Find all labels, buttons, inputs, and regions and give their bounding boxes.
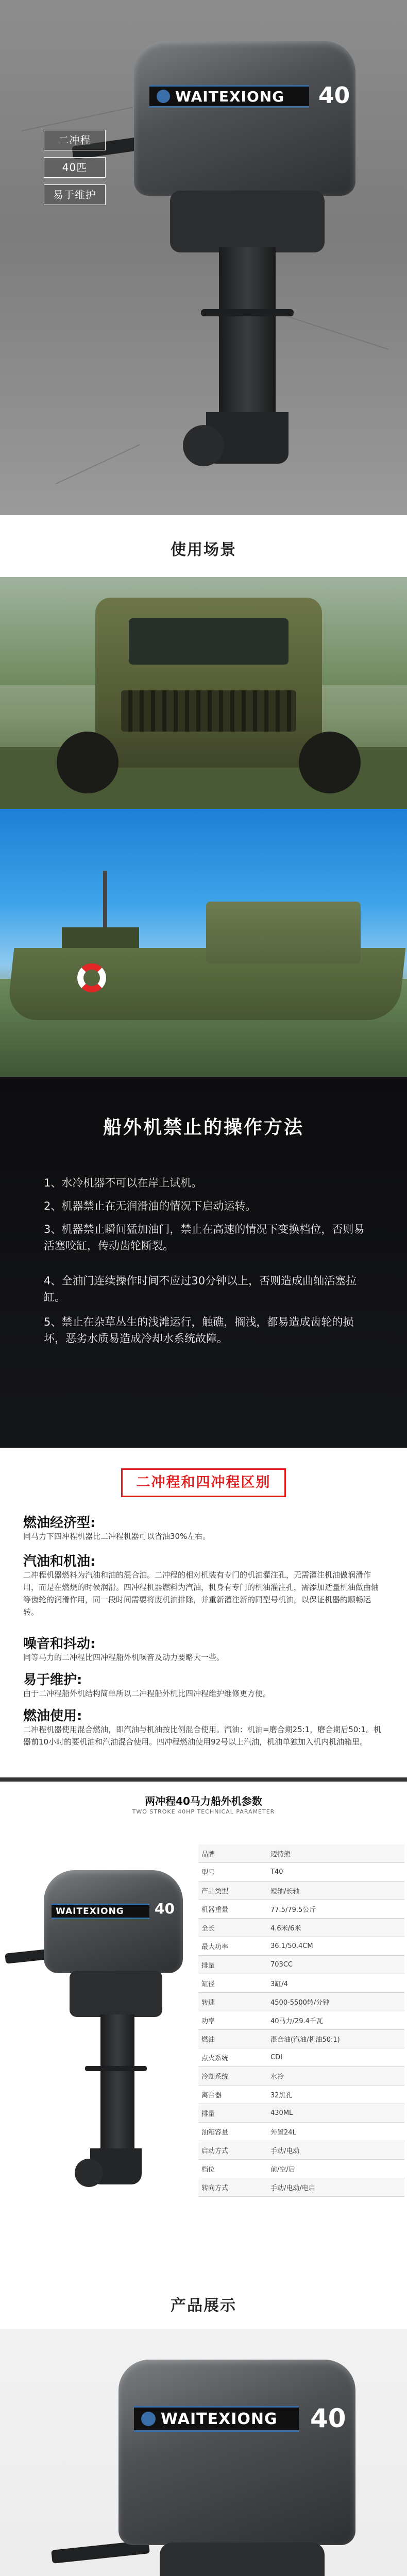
param-value: 77.5/79.5公斤 — [270, 1906, 316, 1914]
param-value: 短轴/长轴 — [270, 1888, 300, 1895]
propeller — [183, 425, 224, 466]
boat-gun — [62, 927, 139, 948]
param-key: 缸径 — [201, 1980, 215, 1988]
params-row — [198, 1974, 404, 1993]
engine-cowl — [134, 41, 355, 196]
params-row — [198, 1900, 404, 1919]
param-value: T40 — [270, 1868, 283, 1876]
compare-text: 同等马力的二冲程比四冲程船外机噪音及动力要略大一些。 — [23, 1653, 225, 1662]
warning-item: 5、禁止在杂草丛生的浅滩运行，触礁，搁浅，都易造成齿轮的损坏，恶劣水质易造成冷却水系统故障。 — [44, 1316, 354, 1345]
param-value: 手动/电动 — [270, 2147, 300, 2155]
compare-heading: 易于维护: — [23, 1672, 82, 1688]
params-row — [198, 2123, 404, 2141]
tag-label: 易于维护 — [53, 189, 96, 201]
params-row — [198, 1844, 404, 1863]
brand-emblem-icon — [157, 90, 170, 103]
param-value: 水冷 — [270, 2073, 284, 2081]
warning-item: 3、机器禁止瞬间猛加油门，禁止在高速的情况下变换档位，否则易活塞咬缸，传动齿轮断裂。 — [44, 1223, 365, 1252]
param-key: 转速 — [201, 1999, 215, 2007]
param-value: 迈特熊 — [270, 1851, 291, 1858]
anti-ventilation-plate — [85, 2066, 147, 2071]
engine-cowl — [118, 2360, 355, 2545]
param-value: 3缸/4 — [270, 1980, 288, 1988]
midsection — [70, 1971, 162, 2017]
param-key: 启动方式 — [201, 2147, 229, 2155]
param-key: 离合器 — [201, 2092, 222, 2099]
truck-wheel-left — [57, 732, 118, 793]
midsection — [170, 191, 325, 252]
truck-grille — [121, 690, 296, 732]
prohibited-operations-section — [0, 1077, 407, 1448]
param-key: 燃油 — [201, 2036, 215, 2044]
comparison-title: 二冲程和四冲程区别 — [121, 1468, 286, 1497]
params-row — [198, 2160, 404, 2178]
hero-section — [0, 0, 407, 515]
param-key: 全长 — [201, 1925, 215, 1933]
param-value: 混合油(汽油/机油50:1) — [270, 2036, 340, 2044]
brand-name: WAITEXIONG — [175, 88, 285, 105]
params-title: 两冲程40马力船外机参数 — [145, 1795, 262, 1807]
horsepower-label: 40 — [155, 1900, 175, 1917]
drive-shaft — [219, 247, 276, 417]
compare-text: 由于二冲程船外机结构简单所以二冲程船外机比四冲程维护维修更方便。 — [23, 1689, 271, 1698]
param-value: 40马力/29.4千瓦 — [270, 2018, 323, 2025]
boat-mast — [103, 871, 107, 927]
boat-cabin — [206, 902, 361, 963]
tag-two-stroke — [44, 130, 106, 150]
brand-logo — [52, 1904, 149, 1919]
param-value: CDI — [270, 2054, 282, 2061]
params-row — [198, 2011, 404, 2030]
tag-label: 40匹 — [62, 161, 88, 174]
params-subtitle: TWO STROKE 40HP TECHNICAL PARAMETER — [132, 1808, 275, 1815]
param-value: 手动/电动/电启 — [270, 2184, 315, 2192]
life-ring-icon — [77, 963, 106, 992]
param-key: 型号 — [201, 1869, 215, 1877]
warning-item: 4、全油门连续操作时间不应过30分钟以上，否则造成曲轴活塞拉缸。 — [44, 1275, 357, 1303]
horsepower-label: 40 — [310, 2403, 346, 2433]
propeller — [75, 2159, 103, 2187]
params-row — [198, 1882, 404, 1900]
param-key: 机器重量 — [201, 1906, 229, 1914]
drive-shaft — [100, 2014, 134, 2154]
parameters-section — [0, 1777, 407, 2272]
param-key: 功率 — [201, 2018, 215, 2025]
display-heading-section — [0, 2272, 407, 2329]
compare-heading: 汽油和机油: — [23, 1554, 96, 1569]
param-value: 32黑孔 — [270, 2092, 293, 2099]
params-row — [198, 2141, 404, 2160]
compare-heading: 噪音和抖动: — [23, 1636, 96, 1652]
param-key: 点火系统 — [201, 2055, 229, 2062]
params-row — [198, 1993, 404, 2011]
param-value: 4.6米/6米 — [270, 1925, 301, 1933]
product-display-section — [0, 2329, 407, 2576]
engine-cowl — [44, 1870, 183, 1973]
brand-name: WAITEXIONG — [56, 1906, 124, 1917]
compare-text: 同马力下四冲程机器比二冲程机器可以省油30%左右。 — [23, 1532, 211, 1541]
param-key: 排量 — [201, 2110, 215, 2118]
divider — [0, 1777, 407, 1782]
param-key: 产品类型 — [201, 1888, 229, 1895]
params-row — [198, 2030, 404, 2048]
compare-heading: 燃油经济型: — [23, 1515, 96, 1531]
params-row — [198, 2067, 404, 2086]
params-row — [198, 2086, 404, 2104]
param-value: 430ML — [270, 2109, 293, 2117]
param-key: 品牌 — [201, 1851, 215, 1858]
horsepower-label: 40 — [318, 82, 350, 109]
compare-heading: 燃油使用: — [23, 1708, 82, 1724]
compare-text: 二冲程机器使用混合燃油，即汽油与机油按比例混合使用。汽油：机油=磨合期25:1，磨合期后50:1。机器前10小时的要机油和汽油混合使用。四冲程燃油使用92号以上汽油，机油单独加入机内机油箱里。 — [23, 1725, 381, 1747]
compare-text: 二冲程机器燃料为汽油和油的混合油。二冲程的相对机装有专门的机油灌注孔，无需灌注机油做润滑作用，而是在燃烧的时候润滑。四冲程机器燃料为汽油，机身有专门的机油灌注孔，需添加适量机油做曲轴等齿轮的润滑作用，同一段时间需要将废机油排除，并重新灌注新的同型号机油，以保证机器的顺畅运转。 — [23, 1570, 379, 1617]
params-row — [198, 1937, 404, 1956]
warning-item: 1、水冷机器不可以在岸上试机。 — [44, 1177, 202, 1189]
display-title: 产品展示 — [171, 2297, 236, 2315]
comparison-section — [0, 1448, 407, 1777]
param-value: 703CC — [270, 1961, 293, 1969]
param-key: 档位 — [201, 2166, 215, 2174]
scene-photo-truck — [0, 577, 407, 809]
param-key: 最大功率 — [201, 1943, 229, 1951]
params-row — [198, 2048, 404, 2067]
param-value: 前/空/后 — [270, 2166, 295, 2174]
param-value: 36.1/50.4CM — [270, 1942, 313, 1950]
params-row — [198, 1919, 404, 1937]
param-key: 排量 — [201, 1962, 215, 1970]
tag-label: 二冲程 — [58, 134, 91, 146]
params-row — [198, 1863, 404, 1882]
params-row — [198, 2104, 404, 2123]
warning-item: 2、机器禁止在无润滑油的情况下启动运转。 — [44, 1200, 257, 1212]
tag-easy-maintenance — [44, 184, 106, 205]
brand-logo — [134, 2406, 299, 2432]
usage-title: 使用场景 — [171, 541, 236, 559]
anti-ventilation-plate — [201, 309, 294, 316]
param-value: 外置24L — [270, 2129, 296, 2137]
outboard-engine-params — [8, 1839, 193, 2231]
param-key: 转向方式 — [201, 2184, 229, 2192]
midsection — [160, 2543, 325, 2576]
brand-name: WAITEXIONG — [161, 2410, 278, 2428]
outboard-engine-large — [62, 2344, 371, 2576]
truck-windshield — [129, 618, 289, 665]
brand-emblem-icon — [141, 2412, 156, 2426]
usage-heading-section — [0, 515, 407, 577]
brand-logo — [149, 85, 309, 108]
tag-40hp — [44, 157, 106, 178]
truck-wheel-right — [299, 732, 361, 793]
param-value: 4500-5500转/分钟 — [270, 1999, 330, 2007]
params-row — [198, 2178, 404, 2197]
outboard-engine-hero — [72, 21, 381, 500]
scene-photo-boat — [0, 809, 407, 1077]
param-key: 油箱容量 — [201, 2129, 229, 2137]
warning-title: 船外机禁止的操作方法 — [103, 1117, 304, 1138]
param-key: 冷却系统 — [201, 2073, 229, 2081]
params-row — [198, 1956, 404, 1974]
